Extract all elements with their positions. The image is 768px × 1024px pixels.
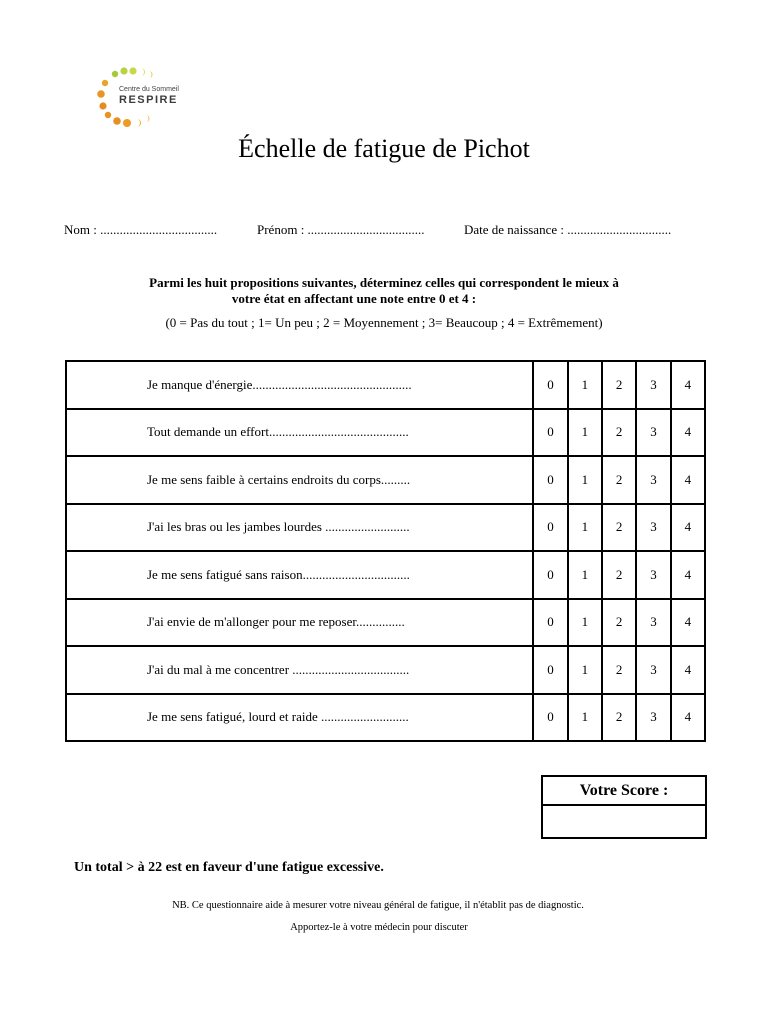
- logo-text: [119, 86, 179, 106]
- score-option-0[interactable]: 0: [533, 409, 567, 457]
- score-box: [541, 775, 707, 839]
- instructions-line-1: Parmi les huit propositions suivantes, déterminez celles qui correspondent le mieux à: [149, 275, 619, 290]
- table-row: [66, 646, 705, 694]
- score-option-1[interactable]: 1: [568, 409, 602, 457]
- score-option-3[interactable]: 3: [636, 551, 670, 599]
- nom-field[interactable]: Nom : ....................................: [64, 222, 218, 237]
- score-option-4[interactable]: 4: [671, 409, 705, 457]
- score-option-4[interactable]: 4: [671, 361, 705, 409]
- score-option-1[interactable]: 1: [568, 646, 602, 694]
- instructions-line-2: votre état en affectant une note entre 0 et 4 :: [231, 291, 477, 306]
- question-cell: [66, 361, 533, 409]
- score-option-2[interactable]: 2: [602, 551, 636, 599]
- score-option-3[interactable]: 3: [636, 694, 670, 742]
- score-option-4[interactable]: 4: [671, 551, 705, 599]
- score-option-2[interactable]: 2: [602, 456, 636, 504]
- score-option-2[interactable]: 2: [602, 646, 636, 694]
- score-option-3[interactable]: 3: [636, 361, 670, 409]
- score-option-1[interactable]: 1: [568, 504, 602, 552]
- question-cell: [66, 599, 533, 647]
- score-option-4[interactable]: 4: [671, 456, 705, 504]
- score-option-2[interactable]: 2: [602, 504, 636, 552]
- table-row: [66, 409, 705, 457]
- table-row: [66, 551, 705, 599]
- score-option-0[interactable]: 0: [533, 599, 567, 647]
- question-text: J'ai du mal à me concentrer ....................................: [147, 661, 410, 677]
- instructions: [0, 275, 768, 307]
- nb-note: NB. Ce questionnaire aide à mesurer votre niveau général de fatigue, il n'établit pas de diagnostic.: [172, 900, 584, 911]
- question-text: Je me sens fatigué sans raison.................................: [147, 566, 410, 582]
- score-option-3[interactable]: 3: [636, 504, 670, 552]
- question-cell: [66, 409, 533, 457]
- score-option-2[interactable]: 2: [602, 694, 636, 742]
- score-option-4[interactable]: 4: [671, 599, 705, 647]
- score-value-field[interactable]: [542, 805, 706, 838]
- question-text: Je manque d'énergie.................................................: [147, 376, 412, 392]
- question-text: J'ai envie de m'allonger pour me reposer...............: [147, 614, 405, 630]
- score-option-2[interactable]: 2: [602, 361, 636, 409]
- table-row: [66, 504, 705, 552]
- fatigue-scale-table: [65, 360, 706, 742]
- table-row: [66, 456, 705, 504]
- score-option-1[interactable]: 1: [568, 551, 602, 599]
- score-option-3[interactable]: 3: [636, 409, 670, 457]
- birthdate-field[interactable]: Date de naissance : ................................: [464, 222, 672, 237]
- score-option-0[interactable]: 0: [533, 361, 567, 409]
- question-text: Tout demande un effort...........................................: [147, 424, 409, 440]
- question-cell: [66, 694, 533, 742]
- score-label: Votre Score :: [542, 776, 706, 805]
- question-text: Je me sens faible à certains endroits du corps.........: [147, 471, 411, 487]
- score-option-4[interactable]: 4: [671, 646, 705, 694]
- score-option-3[interactable]: 3: [636, 456, 670, 504]
- prenom-field[interactable]: Prénom : ....................................: [257, 222, 425, 237]
- score-option-0[interactable]: 0: [533, 646, 567, 694]
- page-title: Échelle de fatigue de Pichot: [238, 134, 530, 163]
- score-option-4[interactable]: 4: [671, 694, 705, 742]
- score-option-4[interactable]: 4: [671, 504, 705, 552]
- score-option-0[interactable]: 0: [533, 694, 567, 742]
- score-option-0[interactable]: 0: [533, 456, 567, 504]
- total-interpretation: Un total > à 22 est en faveur d'une fatigue excessive.: [74, 860, 384, 875]
- logo-subtitle: Centre du Sommeil: [119, 86, 179, 93]
- table-row: [66, 694, 705, 742]
- table-row: [66, 361, 705, 409]
- score-option-1[interactable]: 1: [568, 694, 602, 742]
- score-option-0[interactable]: 0: [533, 504, 567, 552]
- question-cell: [66, 456, 533, 504]
- score-option-1[interactable]: 1: [568, 456, 602, 504]
- logo-name: RESPIRE: [119, 94, 178, 106]
- question-cell: [66, 504, 533, 552]
- question-text: J'ai les bras ou les jambes lourdes ..........................: [147, 519, 410, 535]
- score-option-1[interactable]: 1: [568, 361, 602, 409]
- score-option-3[interactable]: 3: [636, 599, 670, 647]
- score-option-0[interactable]: 0: [533, 551, 567, 599]
- question-cell: [66, 646, 533, 694]
- question-cell: [66, 551, 533, 599]
- score-legend: (0 = Pas du tout ; 1= Un peu ; 2 = Moyennement ; 3= Beaucoup ; 4 = Extrêmement): [165, 315, 603, 330]
- score-option-1[interactable]: 1: [568, 599, 602, 647]
- score-option-3[interactable]: 3: [636, 646, 670, 694]
- score-option-2[interactable]: 2: [602, 409, 636, 457]
- score-option-2[interactable]: 2: [602, 599, 636, 647]
- table-row: [66, 599, 705, 647]
- doctor-note: Apportez-le à votre médecin pour discuter: [290, 922, 468, 933]
- question-text: Je me sens fatigué, lourd et raide ...........................: [147, 709, 409, 725]
